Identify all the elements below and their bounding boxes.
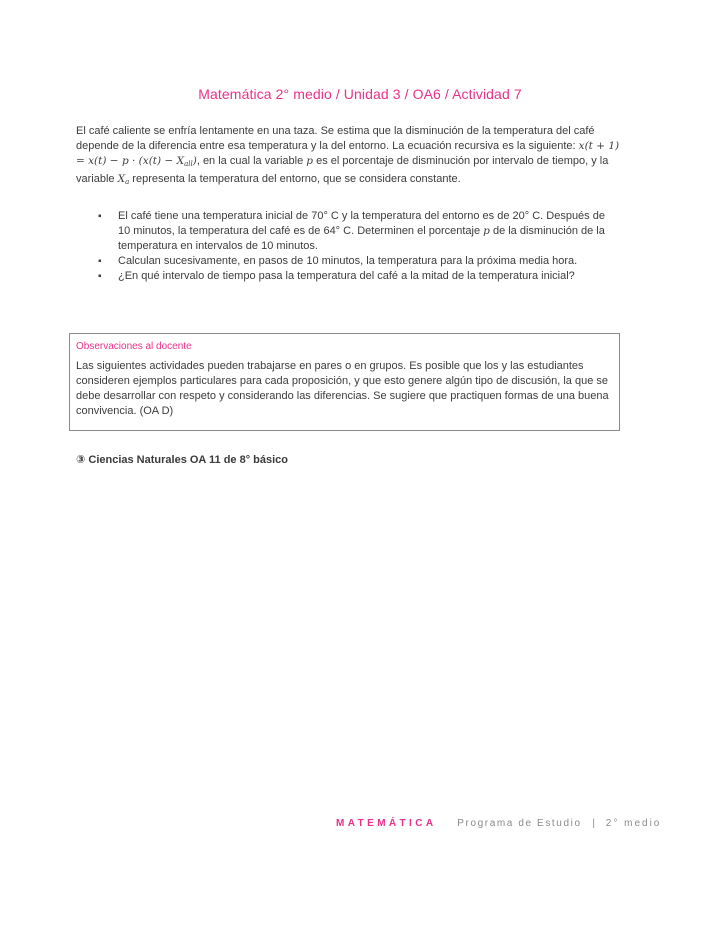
list-item-text: ¿En qué intervalo de tiempo pasa la temperatura del café a la mitad de la temperatura inicial? — [118, 270, 575, 282]
variable-p: p — [483, 225, 490, 237]
list-item — [96, 254, 616, 269]
list-item — [96, 269, 616, 284]
variable-p: p — [306, 155, 314, 167]
list-item-text: El café tiene una temperatura inicial de 70° C y la temperatura del entorno es de 20° C. Después de 10 minutos, la temperatura del café es de 64° C. Determinen el porcentaje — [118, 210, 605, 237]
variable-x-subscript: a — [125, 178, 130, 186]
teacher-notes-title: Observaciones al docente — [76, 341, 192, 352]
footer-brand: MATEMÁTICA — [336, 818, 437, 829]
curriculum-link: ③ Ciencias Naturales OA 11 de 8° básico — [76, 454, 289, 466]
formula-main: x(t + 1) = x(t) − p · (x(t) − X — [76, 140, 620, 167]
list-item — [96, 209, 616, 254]
intro-paragraph — [76, 124, 622, 190]
bullet-icon: ▪ — [98, 211, 102, 222]
teacher-notes-box — [69, 333, 620, 431]
page-footer — [336, 818, 661, 829]
intro-text-4: representa la temperatura del entorno, que se considera constante. — [129, 173, 461, 185]
page-title: Matemática 2° medio / Unidad 3 / OA6 / Actividad 7 — [198, 86, 522, 102]
footer-grade: 2° medio — [605, 818, 662, 829]
footer-program: Programa de Estudio — [457, 818, 582, 829]
bullet-icon: ▪ — [98, 271, 102, 282]
formula-close: ) — [192, 155, 197, 167]
intro-text-3: es el porcentaje de disminución por intervalo de tiempo, y la variable — [76, 155, 609, 185]
formula-subscript: all — [184, 160, 193, 168]
footer-separator: | — [592, 818, 595, 829]
variable-x: X — [117, 173, 126, 185]
intro-text-2: , en la cual la variable — [196, 155, 307, 167]
list-item-text: Calculan sucesivamente, en pasos de 10 minutos, la temperatura para la próxima media hora. — [118, 255, 578, 267]
activity-list — [96, 209, 616, 284]
list-item-text-end: de la disminución de la temperatura en intervalos de 10 minutos. — [118, 225, 605, 252]
bullet-icon: ▪ — [98, 256, 102, 267]
intro-text-1: El café caliente se enfría lentamente en una taza. Se estima que la disminución de la temperatura del café depende de la diferencia entre esa temperatura y la del entorno. La ecuación recursiva es la siguiente: — [76, 125, 595, 152]
teacher-notes-text: Las siguientes actividades pueden trabajarse en pares o en grupos. Es posible que los y las estudiantes consideren ejemplos particulares para cada proposición, y que esto genere algún tipo de discusión, la que se debe desarrollar con respeto y considerando las diferencias. Se sugiere que practiquen formas de una buena convivencia. (OA D) — [76, 360, 609, 417]
